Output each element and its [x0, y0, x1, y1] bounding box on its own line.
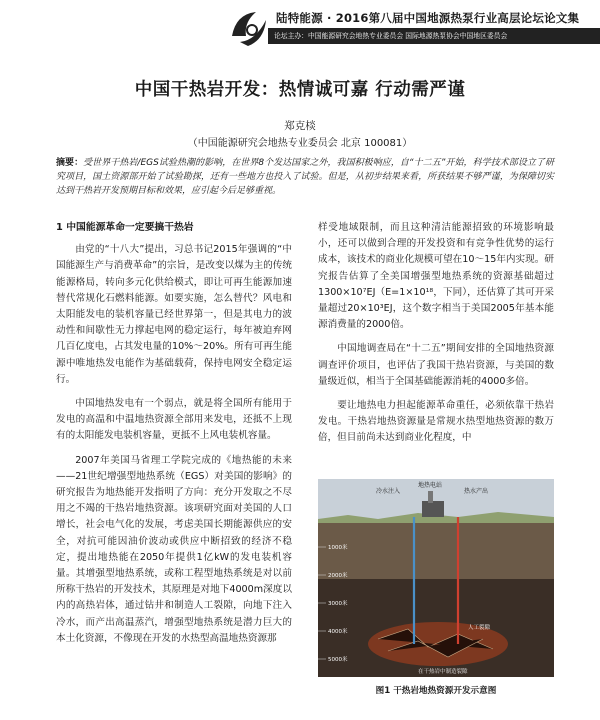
- depth-label: 1000米: [328, 545, 348, 551]
- forum-organizers: 论坛主办：中国能源研究会地热专业委员会 国际地源热泵协会中国地区委员会: [274, 32, 508, 40]
- figure-caption: 图1 干热岩地热资源开发示意图: [375, 686, 497, 696]
- paragraph: 中国地调查局在“十二五”期间安排的全国地热资源调查评价项目，也评估了我国干热岩资源，与美国的数量级近似，相当于全国基础能源消耗的4000多倍。: [318, 343, 554, 387]
- hot-dry-rock-diagram: [318, 479, 554, 677]
- paragraph: 要让地热电力担起能源革命重任，必须依靠干热岩发电。干热岩地热资源量是常规水热型地热资源的数万倍，但目前尚未达到商业化程度，中: [318, 400, 554, 444]
- paragraph: 中国地热发电有一个弱点，就是将全国所有能用于发电的高温和中温地热资源全部用来发电，还抵不上现有的太阳能发电装机容量，更抵不上风电装机容量。: [56, 398, 292, 442]
- label-cold-water: 冷水注入: [376, 488, 401, 495]
- conference-logo-icon: [226, 6, 272, 52]
- abstract-label: 摘要：: [56, 158, 84, 168]
- label-power-plant: 地热电站: [418, 482, 443, 489]
- depth-label: 5000米: [328, 657, 348, 663]
- author-name: 郑克棪: [284, 120, 316, 132]
- paragraph: 2007年美国马省理工学院完成的《地热能的未来——21世纪增强型地热系统（EGS）对美国的影响》的研究报告为地热能开发指明了方向：充分开发取之不尽用之不竭的干热岩地热资源。该项研究面对美国的人口增长，社会电气化的发展，考虑美国长期能源供应的安全，对抗可能因油价波动或供应中断招致的经济不稳定，提出地热能在2050年提供1亿kW的发电装机容量。其增强型地热系统，或称工程型地热系统是对以前所称干热岩的开发技术，其原理是对地下4000m深度以内的高热岩体，通过钻井和制造人工裂隙，向地下注入冷水，而产出高温蒸汽，增强型地热系统是潜力巨大的本土化资源，不像现在开发的水热型高温地热资源那: [56, 454, 292, 644]
- left-column: [56, 220, 292, 647]
- depth-label: 3000米: [328, 601, 348, 607]
- power-plant: [422, 501, 444, 517]
- right-column: [318, 220, 554, 447]
- page-header: [0, 0, 600, 62]
- abstract-text: 受世界干热岩/EGS试验热潮的影响，在世界8个发达国家之外，我国积极响应，自“十二五”开始，科学技术部设立了研究项目，国土资源部开始了试验勘探，还有一些地方也投入了试验。但是，从初步结果来看，所获结果不够严谨，为保障切实达到干热岩开发预期目标和效果，应引起今后足够重视。: [56, 158, 554, 196]
- author-affiliation: （中国能源研究会地热专业委员会 北京 100081）: [187, 138, 413, 149]
- label-fracture: 人工裂隙: [468, 625, 491, 631]
- abstract: [56, 156, 554, 198]
- label-note: 在干热岩中制造裂隙: [418, 669, 468, 675]
- paragraph: 样受地域限制，而且这种清洁能源招致的环境影响最小，还可以做到合理的开发投资和有竞争性优势的运行成本，该技术的商业化规模可望在10～15年内实现。研究报告估算了全美国增强型地热系统的资源基础超过1300×10⁷EJ（E=1×10¹⁸，下同），还估算了其可开采量超过20×10³EJ，这个数字相当于美国2005年基本能源消费量的2000倍。: [318, 222, 554, 331]
- proceedings-title: 陆特能源 · 2016第八届中国地源热泵行业高层论坛论文集: [276, 11, 580, 25]
- depth-label: 4000米: [328, 629, 348, 635]
- label-hot-water: 热水产出: [464, 488, 489, 495]
- section-heading: 1 中国能源革命一定要搞干热岩: [56, 222, 194, 233]
- depth-label: 2000米: [328, 573, 348, 579]
- paper-title: 中国干热岩开发：热情诚可嘉 行动需严谨: [134, 80, 466, 100]
- ground-layer: [318, 519, 554, 579]
- paragraph: 由党的“十八大”提出，习总书记2015年强调的“中国能源生产与消费革命”的宗旨，是改变以煤为主的传统能源格局，转向多元化供给模式，即让可再生能源加速替代常规化石燃料能源。如要实施，怎么替代？风电和太阳能发电的装机容量已经世界第一，但是其电力的波动性和间歇性无力撑起电网的稳定运行，每年被迫弃网几百亿度电，占其发电量的10%～20%。所有可再生能源中唯地热发电能作为基础载荷，保持电网安全稳定运行。: [56, 244, 292, 385]
